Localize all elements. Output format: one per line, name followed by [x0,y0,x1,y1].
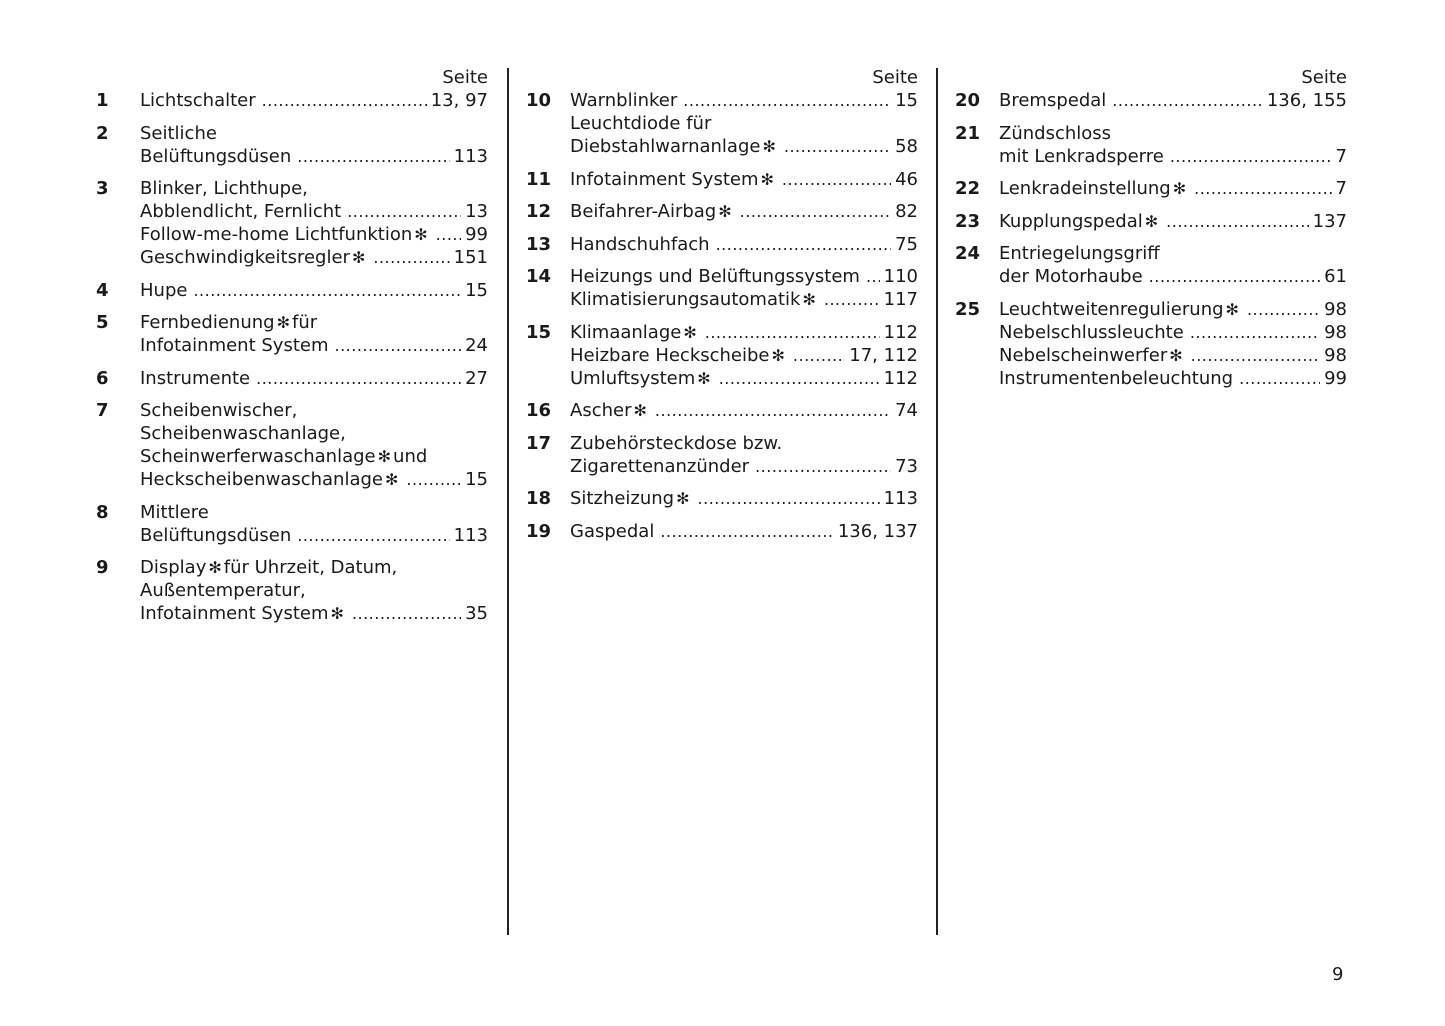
entry-line [570,455,918,478]
page-reference: 73 [895,455,918,477]
index-entry [526,168,918,191]
entry-number: 10 [526,90,552,111]
entry-label: Nebelschlussleuchte [999,321,1184,343]
entry-line [570,344,918,367]
page-reference: 61 [1324,266,1347,287]
index-column-3 [955,66,1347,399]
dot-leader [297,524,449,547]
entry-number: 4 [96,279,109,301]
entry-line [999,242,1347,265]
index-column-2 [526,66,918,552]
entry-number: 19 [526,520,552,542]
page-reference: 35 [465,603,488,624]
entry-line [999,89,1347,112]
entry-label: Instrumentenbeleuchtung [999,367,1234,389]
dot-leader [373,246,449,269]
page-reference: 98 [1324,298,1347,320]
optional-equipment-icon: ✻ [760,169,774,189]
seite-header: Seite [872,67,918,88]
entry-number: 18 [526,488,552,509]
dot-leader [1190,321,1320,344]
entry-line [999,122,1347,145]
entry-list [96,89,488,625]
entry-label: Infotainment System [140,335,329,356]
page-reference: 137 [1312,210,1347,232]
index-entry [955,122,1347,168]
dot-leader [660,520,834,543]
optional-equipment-icon: ✻ [377,447,392,466]
dot-leader [755,455,891,478]
entry-label: Klimatisierungsautomatik ✻ [570,289,816,310]
index-entry [526,432,918,478]
index-entry [96,399,488,491]
page-number: 9 [1332,964,1344,985]
entry-line [570,399,918,422]
entry-label: Fernbedienung ✻ für [140,312,318,333]
entry-line [140,524,488,547]
entry-label: Belüftungsdüsen [140,145,292,167]
entry-list [955,89,1347,390]
optional-equipment-icon: ✻ [802,290,816,309]
entry-label: Geschwindigkeitsregler ✻ [140,247,366,268]
entry-line [570,288,918,311]
entry-line [140,311,488,334]
optional-equipment-icon: ✻ [1225,299,1239,319]
entry-line [140,367,488,390]
entry-line [140,556,488,579]
entry-label: Zündschloss [999,122,1112,144]
entry-number: 5 [96,312,109,333]
entry-label: Warnblinker [570,90,678,111]
entry-line [140,445,488,468]
page-reference: 99 [465,224,488,245]
page-reference: 113 [883,488,918,509]
dot-leader [193,279,461,302]
entry-line [140,200,488,223]
entry-label: Hupe [140,279,188,301]
entry-label: Follow-me-home Lichtfunktion ✻ [140,224,428,245]
entry-line [570,135,918,158]
page-reference: 117 [883,289,918,310]
page-reference: 110 [883,266,918,287]
entry-number: 8 [96,501,109,523]
page-reference: 112 [883,367,918,389]
entry-label: Scheinwerferwaschanlage ✻ und [140,446,428,467]
entry-number: 11 [526,168,552,190]
index-entry [955,89,1347,112]
entry-number: 13 [526,233,552,255]
index-entry [955,242,1347,288]
seite-header: Seite [1301,67,1347,88]
dot-leader [334,334,461,357]
column-divider [507,68,509,935]
entry-number: 12 [526,201,552,222]
entry-line [999,344,1347,367]
dot-leader [347,200,461,223]
index-entry [955,298,1347,390]
entry-label: Lichtschalter [140,90,256,111]
dot-leader [740,200,891,223]
entry-line [999,177,1347,200]
dot-leader [784,135,891,158]
index-entry [96,122,488,168]
index-entry [96,367,488,390]
index-entry [96,556,488,625]
entry-number: 3 [96,178,109,199]
entry-label: Scheibenwaschanlage, [140,423,346,444]
entry-line [140,579,488,602]
entry-line [140,501,488,524]
entry-line [570,168,918,191]
entry-number: 9 [96,557,109,578]
entry-label: Zubehörsteckdose bzw. [570,432,783,454]
entry-line [570,200,918,223]
page-reference: 82 [895,201,918,222]
index-entry [526,487,918,510]
optional-equipment-icon: ✻ [414,225,428,244]
dot-leader [824,288,880,311]
optional-equipment-icon: ✻ [771,345,785,365]
entry-line [140,279,488,302]
entry-line [140,399,488,422]
index-entry [526,200,918,223]
entry-line [570,321,918,344]
page-reference: 136, 155 [1266,90,1347,111]
entry-line [140,89,488,112]
dot-leader [655,399,891,422]
entry-number: 21 [955,122,981,144]
entry-number: 17 [526,432,552,454]
dot-leader [436,223,461,246]
entry-label: Beifahrer-Airbag ✻ [570,201,732,222]
entry-label: Sitzheizung ✻ [570,488,690,509]
entry-line [140,246,488,269]
entry-line [570,432,918,455]
entry-label: Heizungs und Belüftungssystem [570,266,860,287]
dot-leader [1191,344,1320,367]
dot-leader [352,602,461,625]
index-entry [96,177,488,269]
dot-leader [698,487,880,510]
optional-equipment-icon: ✻ [330,604,344,623]
entry-label: Infotainment System ✻ [570,168,774,190]
entry-number: 23 [955,210,981,232]
entry-label: Außentemperatur, [140,580,306,601]
entry-number: 16 [526,400,552,421]
entry-line [570,520,918,543]
entry-label: Infotainment System ✻ [140,603,344,624]
dot-leader [1247,298,1320,321]
page-reference: 13, 97 [430,90,488,111]
entry-line [570,233,918,256]
dot-leader [262,89,427,112]
page-reference: 58 [895,136,918,157]
index-entry [96,89,488,112]
page-reference: 46 [895,168,918,190]
page-reference: 13 [465,201,488,222]
index-entry [526,89,918,158]
dot-leader [716,233,892,256]
entry-label: Ascher ✻ [570,400,647,421]
entry-line [140,334,488,357]
entry-number: 7 [96,400,109,421]
entry-number: 2 [96,122,109,144]
entry-label: Leuchtweitenregulierung ✻ [999,298,1239,320]
entry-label: Blinker, Lichthupe, [140,178,308,199]
optional-equipment-icon: ✻ [208,558,222,577]
entry-line [140,223,488,246]
entry-label: Kupplungspedal ✻ [999,210,1159,232]
page-reference: 24 [465,335,488,356]
entry-line [140,145,488,168]
entry-label: Seitliche [140,122,217,144]
dot-leader [719,367,880,390]
index-entry [526,399,918,422]
entry-line [999,145,1347,168]
page-reference: 75 [895,233,918,255]
entry-label: Scheibenwischer, [140,400,298,421]
entry-line [999,210,1347,233]
entry-label: Umluftsystem ✻ [570,367,711,389]
page-reference: 17, 112 [849,344,918,366]
page-reference: 136, 137 [837,520,918,542]
page-reference: 74 [895,400,918,421]
dot-leader [297,145,449,168]
index-entry [526,321,918,390]
entry-label: Heizbare Heckscheibe ✻ [570,344,785,366]
optional-equipment-icon: ✻ [676,489,690,508]
dot-leader [705,321,880,344]
dot-leader [782,168,891,191]
page-reference: 113 [453,524,488,546]
dot-leader [1166,210,1308,233]
entry-label: Nebelscheinwerfer ✻ [999,344,1183,366]
optional-equipment-icon: ✻ [762,137,776,156]
entry-number: 6 [96,367,109,389]
entry-number: 1 [96,90,109,111]
optional-equipment-icon: ✻ [1144,211,1159,231]
page-reference: 113 [453,145,488,167]
entry-line [140,602,488,625]
dot-leader [1239,367,1320,390]
page-reference: 15 [895,90,918,111]
optional-equipment-icon: ✻ [276,313,290,332]
entry-line [570,89,918,112]
entry-label: Handschuhfach [570,233,710,255]
dot-leader [683,89,891,112]
entry-label: Entriegelungsgriff [999,243,1160,264]
page-reference: 99 [1324,367,1347,389]
optional-equipment-icon: ✻ [683,322,697,342]
entry-line [570,112,918,135]
page-reference: 112 [883,321,918,343]
entry-label: Mittlere [140,501,209,523]
entry-label: Diebstahlwarnanlage ✻ [570,136,776,157]
dot-leader [866,265,880,288]
entry-line [999,265,1347,288]
entry-line [570,487,918,510]
entry-label: Gaspedal [570,520,655,542]
page-reference: 98 [1324,344,1347,366]
index-entry [526,265,918,311]
entry-number: 24 [955,243,981,264]
index-column-1 [96,66,488,635]
entry-label: Bremspedal [999,90,1107,111]
index-entry [526,233,918,256]
entry-number: 20 [955,90,981,111]
entry-label: Belüftungsdüsen [140,524,292,546]
index-entry [955,177,1347,200]
index-entry [955,210,1347,233]
page-reference: 27 [465,367,488,389]
entry-label: Heckscheibenwaschanlage ✻ [140,469,399,490]
optional-equipment-icon: ✻ [385,470,399,489]
entry-line [140,122,488,145]
seite-header: Seite [442,67,488,88]
entry-number: 25 [955,298,981,320]
optional-equipment-icon: ✻ [1169,345,1183,365]
entry-list [526,89,918,543]
optional-equipment-icon: ✻ [633,401,647,420]
column-divider [936,68,938,935]
optional-equipment-icon: ✻ [718,202,732,221]
dot-leader [1149,265,1320,288]
entry-number: 22 [955,178,981,199]
entry-label: mit Lenkradsperre [999,145,1164,167]
dot-leader [256,367,461,390]
dot-leader [793,344,845,367]
entry-line [999,321,1347,344]
index-entry [96,279,488,302]
entry-line [570,265,918,288]
entry-line [140,422,488,445]
entry-line [570,367,918,390]
entry-label: der Motorhaube [999,266,1143,287]
entry-line [999,367,1347,390]
entry-number: 15 [526,321,552,343]
entry-label: Klimaanlage ✻ [570,321,697,343]
entry-label: Leuchtdiode für [570,113,712,134]
entry-line [140,177,488,200]
index-entry [96,501,488,547]
dot-leader [406,468,461,491]
page-reference: 151 [453,247,488,268]
entry-number: 14 [526,266,552,287]
dot-leader [1170,145,1332,168]
entry-label: Display ✻ für Uhrzeit, Datum, [140,557,398,578]
page-reference: 15 [465,279,488,301]
page-reference: 7 [1335,145,1347,167]
entry-label: Instrumente [140,367,251,389]
optional-equipment-icon: ✻ [351,248,366,267]
optional-equipment-icon: ✻ [1172,179,1187,198]
entry-label: Zigarettenanzünder [570,455,750,477]
entry-label: Lenkradeinstellung ✻ [999,178,1187,199]
entry-line [999,298,1347,321]
optional-equipment-icon: ✻ [697,368,711,388]
index-entry [526,520,918,543]
dot-leader [1194,177,1331,200]
page-reference: 7 [1335,178,1347,199]
page-reference: 98 [1324,321,1347,343]
entry-label: Abblendlicht, Fernlicht [140,201,342,222]
index-entry [96,311,488,357]
entry-line [140,468,488,491]
page-reference: 15 [465,469,488,490]
dot-leader [1112,89,1263,112]
